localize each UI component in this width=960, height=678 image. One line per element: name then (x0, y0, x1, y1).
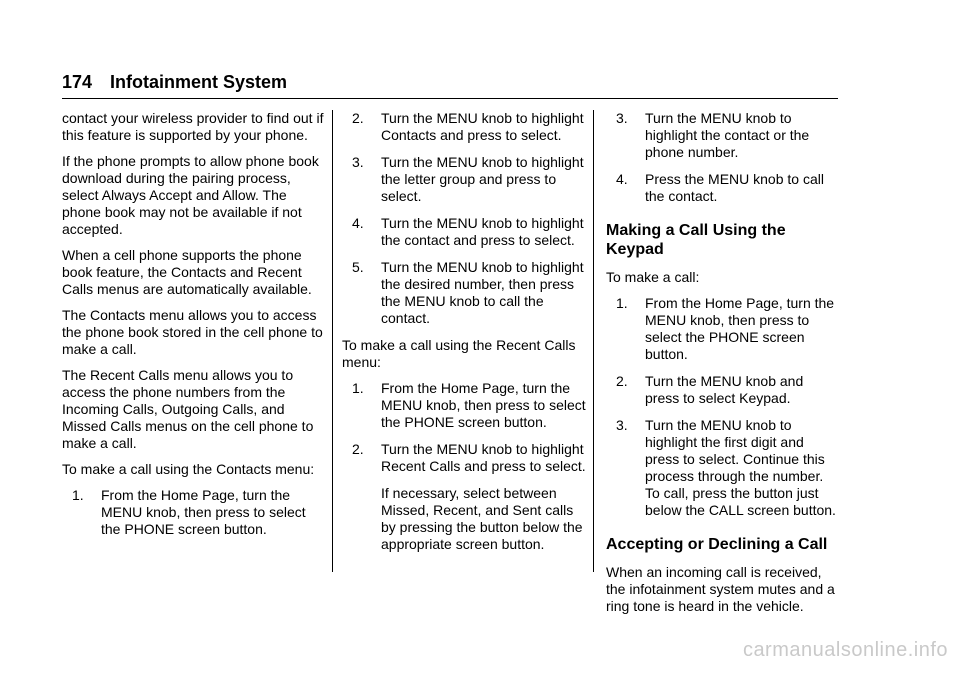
step-list (342, 110, 586, 327)
step-number: 2. (352, 441, 364, 457)
step-list (62, 487, 324, 538)
paragraph: If the phone prompts to allow phone book download during the pairing process, select Always Accept and Allow. The phone book may not be available if not accepted. (62, 153, 319, 237)
column-divider (332, 110, 333, 572)
column-2 (342, 110, 586, 563)
step-note: If necessary, select between Missed, Recent, and Sent calls by pressing the button below the appropriate screen button. (381, 485, 583, 552)
step-number: 1. (72, 487, 84, 503)
step-number: 3. (352, 154, 364, 170)
paragraph: When an incoming call is received, the infotainment system mutes and a ring tone is heard in the vehicle. (606, 564, 835, 614)
step-list (606, 110, 838, 205)
step-list (606, 295, 838, 519)
step-number: 4. (352, 215, 364, 231)
list-item (342, 259, 586, 327)
step-text: Turn the MENU knob and press to select Keypad. (645, 373, 804, 406)
list-item (62, 487, 324, 538)
step-number: 4. (616, 171, 628, 187)
list-item (606, 110, 838, 161)
column-3 (606, 110, 838, 624)
step-number: 2. (352, 110, 364, 126)
column-divider (593, 110, 594, 572)
list-item (606, 373, 838, 407)
paragraph: contact your wireless provider to find out if this feature is supported by your phone. (62, 110, 324, 143)
step-text: Turn the MENU knob to highlight the desired number, then press the MENU knob to call the contact. (381, 259, 584, 326)
step-number: 3. (616, 417, 628, 433)
step-text: Turn the MENU knob to highlight Recent Calls and press to select. (381, 441, 586, 474)
step-text: Turn the MENU knob to highlight Contacts and press to select. (381, 110, 584, 143)
step-number: 5. (352, 259, 364, 275)
section-title: Infotainment System (110, 72, 288, 92)
paragraph: To make a call using the Recent Calls menu: (342, 337, 576, 370)
step-number: 1. (616, 295, 628, 311)
step-text: Turn the MENU knob to highlight the contact or the phone number. (645, 110, 810, 160)
step-text: Turn the MENU knob to highlight the letter group and press to select. (381, 154, 584, 204)
step-number: 1. (352, 380, 364, 396)
step-number: 3. (616, 110, 628, 126)
watermark: carmanualsonline.info (742, 639, 948, 661)
step-text: Turn the MENU knob to highlight the contact and press to select. (381, 215, 584, 248)
paragraph: When a cell phone supports the phone book feature, the Contacts and Recent Calls menus are automatically available. (62, 247, 312, 297)
step-text: From the Home Page, turn the MENU knob, then press to select the PHONE screen button. (381, 380, 586, 430)
list-item (342, 215, 586, 249)
page-header (62, 62, 838, 102)
list-item (606, 295, 838, 363)
step-list (342, 380, 586, 553)
subheading: Making a Call Using the Keypad (606, 222, 786, 258)
list-item (606, 417, 838, 519)
step-text: Press the MENU knob to call the contact. (645, 171, 824, 204)
page-number: 174 (62, 72, 93, 92)
step-text: From the Home Page, turn the MENU knob, then press to select the PHONE screen button. (645, 295, 835, 362)
paragraph: The Recent Calls menu allows you to access the phone numbers from the Incoming Calls, Outgoing Calls, and Missed Calls menus on the cell phone to make a call. (62, 367, 314, 451)
list-item (606, 171, 838, 205)
list-item (342, 154, 586, 205)
header-rule (62, 98, 838, 99)
step-number: 2. (616, 373, 628, 389)
column-1 (62, 110, 324, 548)
list-item (342, 441, 586, 553)
list-item (342, 380, 586, 431)
step-text: From the Home Page, turn the MENU knob, then press to select the PHONE screen button. (101, 487, 306, 537)
step-text: Turn the MENU knob to highlight the first digit and press to select. Continue this process through the number. To call, press the button just below the CALL screen button. (645, 417, 836, 518)
subheading: Accepting or Declining a Call (606, 536, 828, 553)
paragraph: To make a call using the Contacts menu: (62, 461, 315, 477)
paragraph: To make a call: (606, 269, 700, 285)
list-item (342, 110, 586, 144)
paragraph: The Contacts menu allows you to access the phone book stored in the cell phone to make a call. (62, 307, 323, 357)
